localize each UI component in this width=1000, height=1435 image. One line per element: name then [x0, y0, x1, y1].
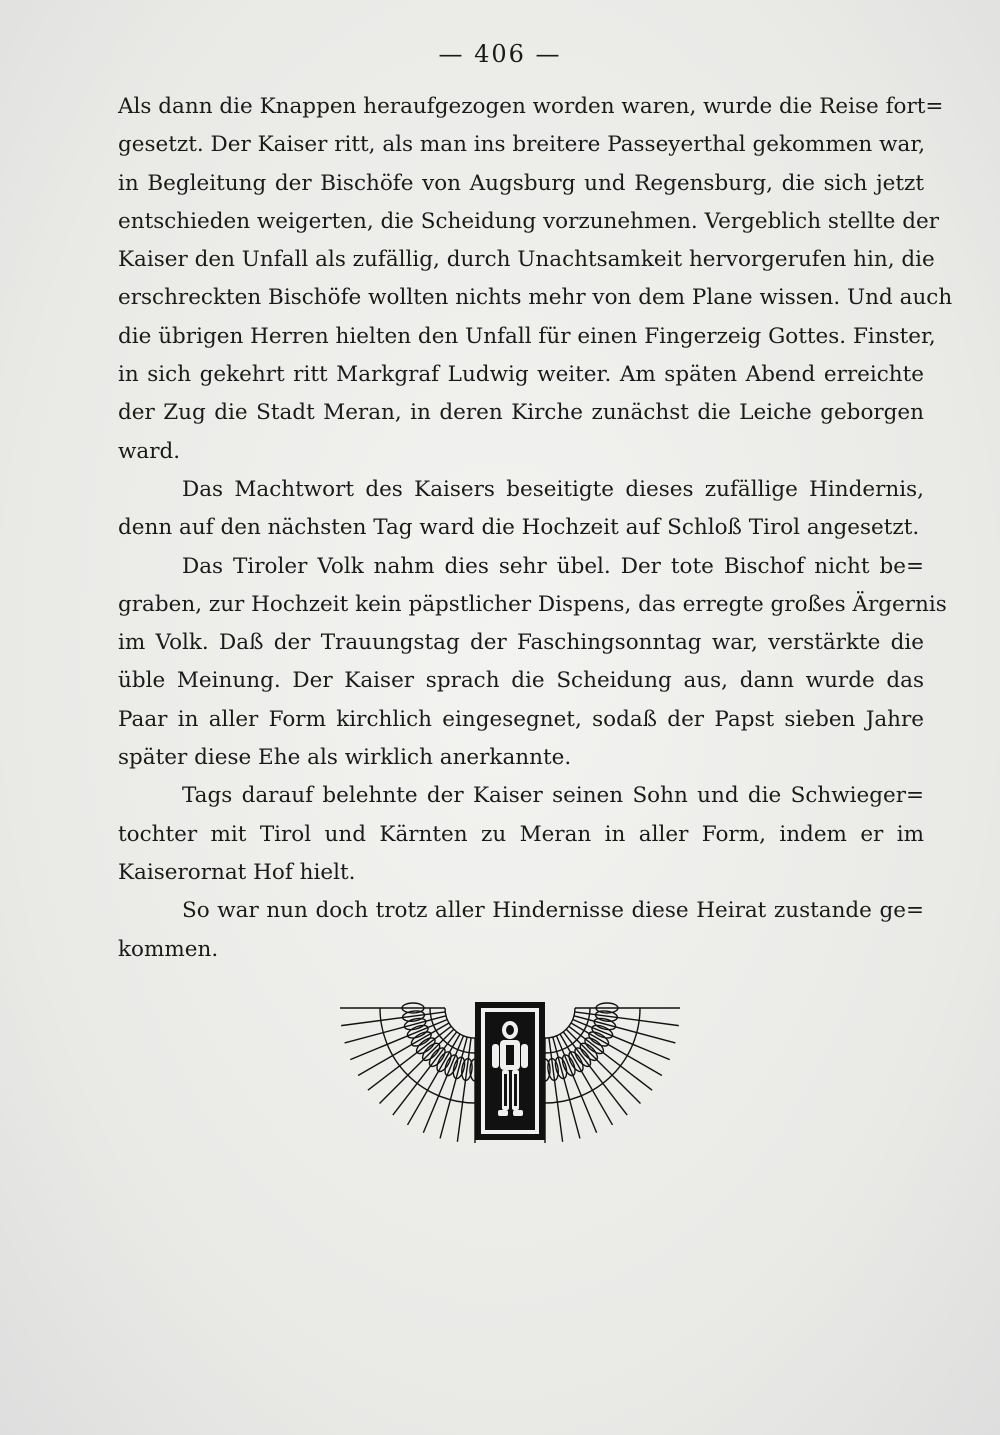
text-line: in Begleitung der Bischöfe von Augsburg und Regensburg, die sich jetzt — [118, 170, 924, 196]
text-line: Das Tiroler Volk nahm dies sehr übel. Der tote Bischof nicht be= — [182, 553, 924, 579]
text-line: Kaiserornat Hof hielt. — [118, 859, 356, 885]
body-text — [118, 88, 953, 969]
text-line: später diese Ehe als wirklich anerkannte. — [118, 745, 572, 771]
text-line: entschieden weigerten, die Scheidung vorzunehmen. Vergeblich stellte der — [118, 208, 939, 234]
paragraph — [118, 892, 924, 969]
paragraph — [118, 548, 947, 778]
text-line: Das Machtwort des Kaisers beseitigte dieses zufällige Hindernis, — [182, 476, 924, 502]
text-line: ward. — [118, 438, 181, 464]
paragraph — [118, 88, 953, 471]
text-line: die übrigen Herren hielten den Unfall für einen Fingerzeig Gottes. Finster, — [118, 323, 936, 349]
paragraph — [118, 777, 924, 892]
text-line: tochter mit Tirol und Kärnten zu Meran in aller Form, indem er im — [118, 821, 924, 847]
text-line: Tags darauf belehnte der Kaiser seinen Sohn und die Schwieger= — [182, 783, 924, 809]
text-line: erschreckten Bischöfe wollten nichts mehr von dem Plane wissen. Und auch — [118, 285, 953, 311]
text-line: Kaiser den Unfall als zufällig, durch Unachtsamkeit hervorgerufen hin, die — [118, 247, 935, 273]
text-line: denn auf den nächsten Tag ward die Hochzeit auf Schloß Tirol angesetzt. — [118, 515, 920, 541]
text-line: der Zug die Stadt Meran, in deren Kirche zunächst die Leiche geborgen — [118, 400, 924, 426]
page-number: — 406 — — [438, 40, 562, 68]
text-line: gesetzt. Der Kaiser ritt, als man ins breitere Passeyerthal gekommen war, — [118, 132, 926, 158]
text-line: im Volk. Daß der Trauungstag der Faschingsonntag war, verstärkte die — [118, 630, 924, 656]
text-line: graben, zur Hochzeit kein päpstlicher Dispens, das erregte großes Ärgernis — [118, 591, 947, 617]
text-line: So war nun doch trotz aller Hindernisse diese Heirat zustande ge= — [182, 898, 924, 924]
paragraph — [118, 471, 924, 548]
text-line: Paar in aller Form kirchlich eingesegnet, sodaß der Papst sieben Jahre — [118, 706, 924, 732]
knight-vignette-icon — [335, 1000, 685, 1145]
text-line: Als dann die Knappen heraufgezogen worden waren, wurde die Reise fort= — [118, 94, 944, 119]
text-line: kommen. — [118, 936, 219, 962]
text-line: üble Meinung. Der Kaiser sprach die Scheidung aus, dann wurde das — [118, 668, 924, 694]
text-line: in sich gekehrt ritt Markgraf Ludwig weiter. Am späten Abend erreichte — [118, 362, 924, 388]
